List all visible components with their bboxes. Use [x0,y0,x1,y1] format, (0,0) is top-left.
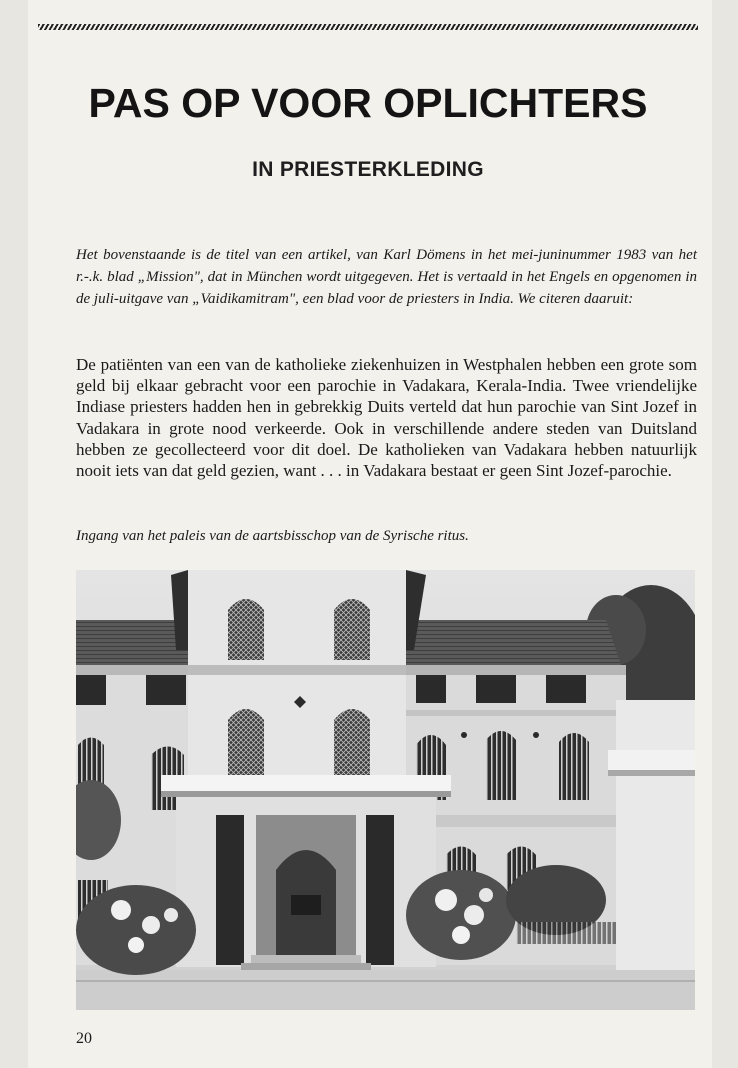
intro-paragraph: Het bovenstaande is de titel van een artikel, van Karl Dömens in het mei-juninummer 1983 van het r.-.k. blad „Mission", dat in München wordt uitgegeven. Het is vertaald in het Engels en opgenomen in de juli-uitgave van „Vaidikamitram", een blad voor de priesters in India. We citeren daaruit: [76,247,697,307]
article-subtitle: IN PRIESTERKLEDING [252,158,484,181]
page-number: 20 [76,1030,92,1047]
palace-photo [76,570,695,1010]
decorative-rule [38,24,698,30]
photo-caption: Ingang van het paleis van de aartsbisschop van de Syrische ritus. [76,528,469,544]
body-paragraph: De patiënten van een van de katholieke ziekenhuizen in Westphalen hebben een grote som geld bij elkaar gebracht voor een parochie in Vadakara, Kerala-India. Twee vriendelijke Indiase priesters hadden hen in gebrekkig Duits verteld dat hun parochie van Sint Jozef in Vadakara in grote nood verkeerde. Ook in verschillende andere steden van Duitsland hebben ze gecollecteerd voor dit doel. De katholieken van Vadakara hebben natuurlijk nooit iets van dat geld gezien, want . . . in Vadakara bestaat er geen Sint Jozef-parochie. [76,355,697,481]
article-title: PAS OP VOOR OPLICHTERS [88,80,648,126]
